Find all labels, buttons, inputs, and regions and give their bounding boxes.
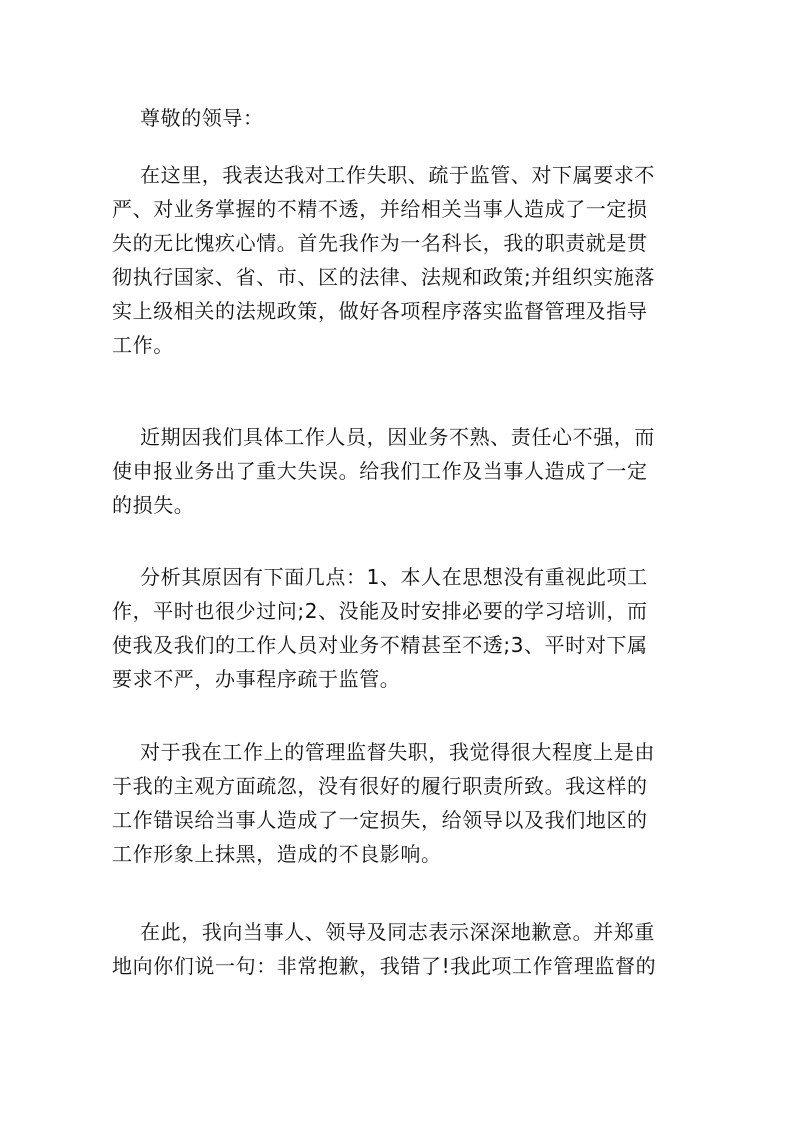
paragraph-line: 近期因我们具体工作人员，因业务不熟、责任心不强，而	[140, 425, 655, 449]
paragraph-line: 于我的主观方面疏忽，没有很好的履行职责所致。我这样的	[112, 774, 648, 798]
paragraph-2	[112, 420, 676, 522]
paragraph-line: 使我及我们的工作人员对业务不精甚至不透;3、平时对下属	[112, 633, 648, 657]
paragraph-line: 实上级相关的法规政策，做好各项程序落实监督管理及指导	[112, 299, 648, 323]
paragraph-line: 的损失。	[112, 493, 195, 517]
paragraph-line: 要求不严，办事程序疏于监管。	[112, 667, 401, 691]
paragraph-3	[112, 560, 676, 696]
paragraph-5	[112, 915, 676, 983]
paragraph-line: 在这里，我表达我对工作失职、疏于监管、对下属要求不	[140, 163, 655, 187]
paragraph-line: 作，平时也很少过问;2、没能及时安排必要的学习培训，而	[112, 599, 648, 623]
paragraph-line: 工作错误给当事人造成了一定损失，给领导以及我们地区的	[112, 808, 648, 832]
paragraph-1	[112, 158, 676, 362]
paragraph-line: 地向你们说一句：非常抱歉，我错了!我此项工作管理监督的	[112, 954, 657, 978]
paragraph-line: 对于我在工作上的管理监督失职，我觉得很大程度上是由	[140, 740, 655, 764]
paragraph-4	[112, 735, 676, 871]
paragraph-line: 严、对业务掌握的不精不透，并给相关当事人造成了一定损	[112, 197, 648, 221]
paragraph-line: 工作。	[112, 333, 174, 357]
paragraph-line: 失的无比愧疚心情。首先我作为一名科长，我的职责就是贯	[112, 231, 648, 255]
salutation-line: 尊敬的领导：	[140, 106, 264, 130]
salutation	[140, 101, 704, 135]
paragraph-line: 在此，我向当事人、领导及同志表示深深地歉意。并郑重	[140, 920, 655, 944]
paragraph-line: 彻执行国家、省、市、区的法律、法规和政策;并组织实施落	[112, 265, 655, 289]
paragraph-line: 工作形象上抹黑，造成的不良影响。	[112, 842, 442, 866]
paragraph-line: 使申报业务出了重大失误。给我们工作及当事人造成了一定	[112, 459, 648, 483]
paragraph-line: 分析其原因有下面几点：1、本人在思想没有重视此项工	[140, 565, 648, 589]
